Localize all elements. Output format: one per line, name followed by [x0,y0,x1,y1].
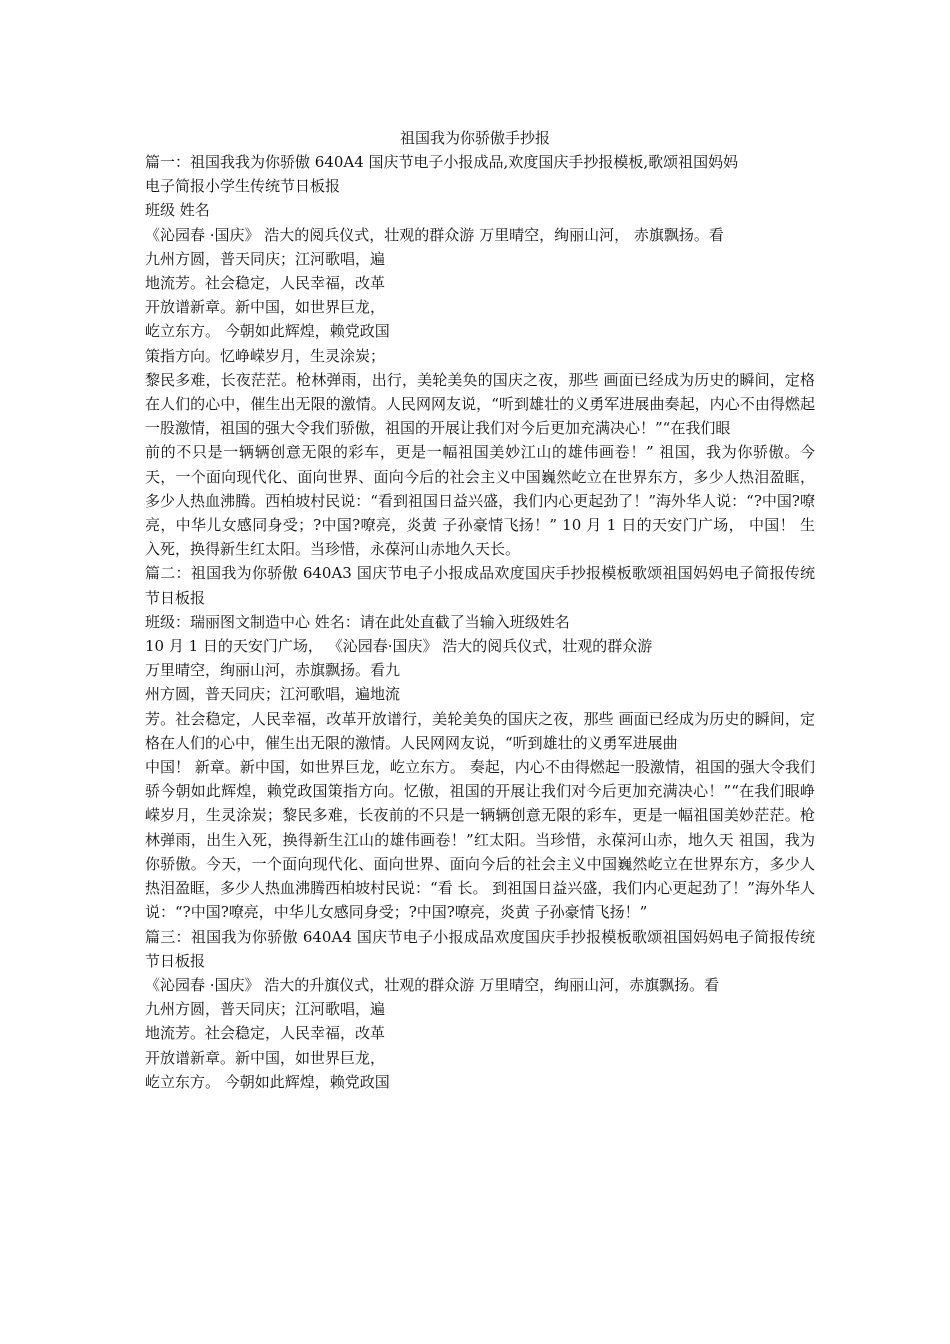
text-line: 策指方向。忆峥嵘岁月，生灵涂炭； [145,346,386,365]
text-line: 开放谱新章。新中国，如世界巨龙， [145,298,386,317]
text-line: 10 月 1 日的天安门广场， 《沁园春·国庆》 浩大的阅兵仪式，壮观的群众游 [145,637,653,656]
text-line: 《沁园春 ·国庆》 浩大的升旗仪式，壮观的群众游 万里晴空，绚丽山河，赤旗飘扬。看 [145,975,720,994]
paragraph: 芳。社会稳定，人民幸福，改革开放谱行，美轮美奂的国庆之夜，那些 画面已经成为历史的瞬间，定格在人们的心中，催生出无限的激情。人民网网友说，“听到雄壮的义勇军进展曲 [145,709,815,752]
text-line: 九州方圆，普天同庆；江河歌唱，遍 [145,249,386,268]
text-line: 开放谱新章。新中国，如世界巨龙， [145,1048,386,1067]
text-line: 篇一：祖国我我为你骄傲 640A4 国庆节电子小报成品,欢度国庆手抄报模板,歌颂祖国妈妈 [145,153,739,171]
section-heading: 篇三：祖国我为你骄傲 640A4 国庆节电子小报成品欢度国庆手抄报模板歌颂祖国妈妈电子简报传统节日板报 [145,927,815,970]
text-line: 地流芳。社会稳定，人民幸福，改革 [145,274,386,293]
text-line: 州方圆，普天同庆；江河歌唱，遍地流 [145,685,401,704]
document-body [145,150,815,1094]
text-line: 屹立东方。 今朝如此辉煌，赖党政国 [145,1072,390,1091]
text-line: 电子简报小学生传统节日板报 [145,177,341,196]
text-line: 九州方圆，普天同庆；江河歌唱，遍 [145,1000,386,1019]
text-line: 班级：瑞丽图文制造中心 姓名：请在此处直截了当输入班级姓名 [145,612,570,631]
text-line: 屹立东方。 今朝如此辉煌，赖党政国 [145,322,390,341]
paragraph: 前的不只是一辆辆创意无限的彩车，更是一幅祖国美妙江山的雄伟画卷！” 祖国，我为你骄傲。今天，一个面向现代化、面向世界、面向今后的社会主义中国巍然屹立在世界东方，多少人热泪盈眶，多少人热血沸腾。西柏坡村民说：“看到祖国日益兴盛，我们内心更起劲了！”海外华人说：“?中国?嘹亮，中华儿女感同身受；?中国?嘹亮，炎黄 子孙豪情飞扬！” 10 月 1 日的天安门广场， 中国！ 生入死，换得新生红太阳。当珍惜，永葆河山赤地久天长。 [145,443,815,559]
document-title: 祖国我为你骄傲手抄报 [399,129,550,147]
text-line: 万里晴空，绚丽山河，赤旗飘扬。看九 [145,661,401,680]
text-line: 班级 姓名 [145,201,210,220]
text-line: 地流芳。社会稳定，人民幸福，改革 [145,1024,386,1043]
section-heading: 篇二：祖国我为你骄傲 640A3 国庆节电子小报成品欢度国庆手抄报模板歌颂祖国妈妈电子简报传统节日板报 [145,564,815,607]
text-line: 《沁园春 ·国庆》 浩大的阅兵仪式，壮观的群众游 万里晴空，绚丽山河， 赤旗飘扬。看 [145,225,724,244]
paragraph: 黎民多难，长夜茫茫。枪林弹雨，出行，美轮美奂的国庆之夜，那些 画面已经成为历史的瞬间，定格在人们的心中，催生出无限的激情。人民网网友说，“听到雄壮的义勇军进展曲奏起，内心不由得燃起一股激情，祖国的强大令我们骄傲，祖国的开展让我们对今后更加充满决心！”“在我们眼 [145,370,815,438]
paragraph: 中国！ 新章。新中国，如世界巨龙，屹立东方。 奏起，内心不由得燃起一股激情，祖国的强大令我们骄今朝如此辉煌，赖党政国策指方向。忆傲，祖国的开展让我们对今后更加充满决心！”“在我们眼峥嵘岁月，生灵涂炭；黎民多难，长夜前的不只是一辆辆创意无限的彩车，更是一幅祖国美妙茫茫。枪林弹雨，出生入死，换得新生江山的雄伟画卷！”红太阳。当珍惜，永葆河山赤，地久天 祖国，我为你骄傲。今天，一个面向现代化、面向世界、面向今后的社会主义中国巍然屹立在世界东方，多少人热泪盈眶，多少人热血沸腾西柏坡村民说：“看 长。 到祖国日益兴盛，我们内心更起劲了！”海外华人说：“?中国?嘹亮，中华儿女感同身受；?中国?嘹亮，炎黄 子孙豪情飞扬！” [145,758,815,922]
